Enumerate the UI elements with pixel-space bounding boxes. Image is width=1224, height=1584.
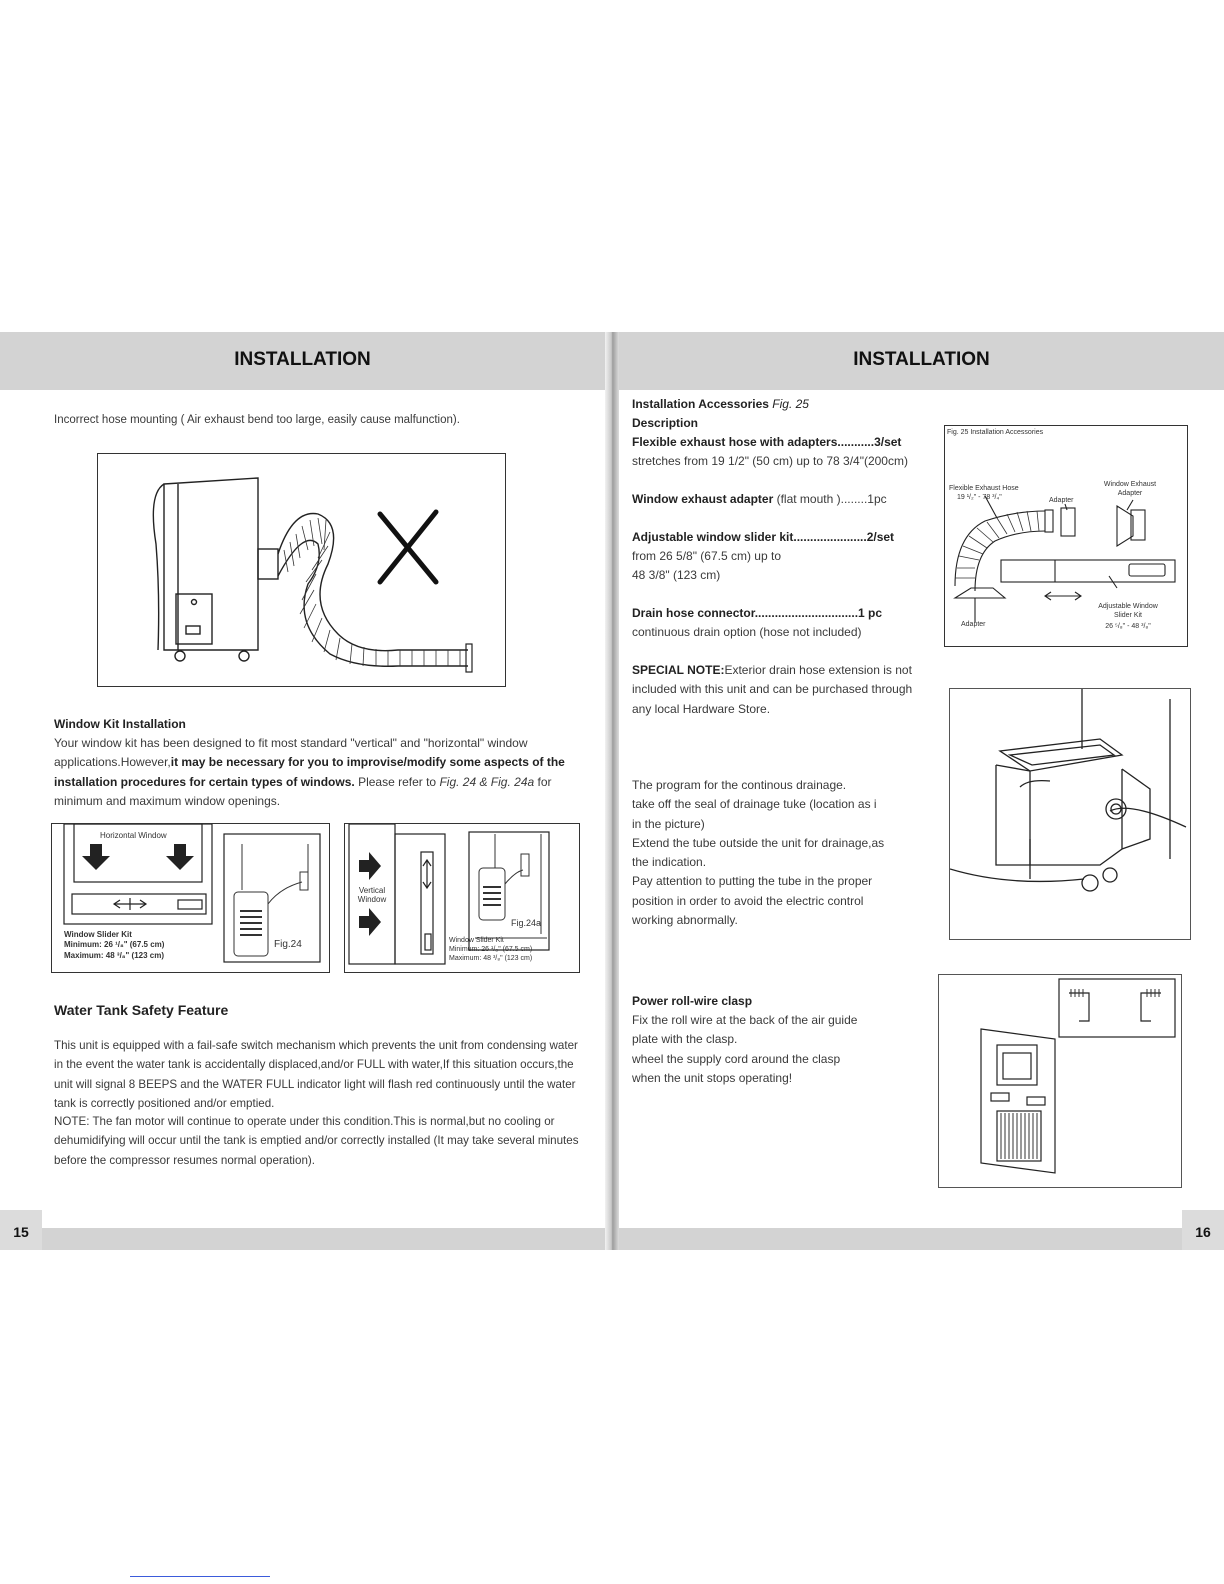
adapter-top-label: Adapter bbox=[1049, 497, 1074, 504]
left-page-number: 15 bbox=[0, 1210, 42, 1250]
window-kit-heading: Window Kit Installation bbox=[54, 717, 186, 731]
window-exhaust-adapter-label: Window Exhaust Adapter bbox=[1103, 481, 1157, 497]
item4-text: continuous drain option (hose not included) bbox=[632, 625, 862, 639]
slider-kit-label: Adjustable Window Slider Kit bbox=[1098, 603, 1158, 619]
item3-line2: 48 3/8" (123 cm) bbox=[632, 568, 721, 582]
power-clasp-title: Power roll-wire clasp bbox=[632, 994, 753, 1008]
hose-range: 19 ¹/₂" - 78 ³/₄" bbox=[957, 494, 1002, 501]
special-note: SPECIAL NOTE:Exterior drain hose extension is not included with this unit and can be purchased through any local Hardware Store. bbox=[632, 663, 913, 716]
fig24a-kit-title: Window Slider Kit bbox=[449, 937, 504, 944]
fig24a-label: Fig.24a bbox=[511, 918, 542, 928]
incorrect-hose-caption: Incorrect hose mounting ( Air exhaust bend too large, easily cause malfunction). bbox=[54, 414, 460, 426]
right-footer-bar bbox=[619, 1228, 1224, 1250]
right-header-bar bbox=[619, 332, 1224, 390]
item4-title: Drain hose connector...............................1 pc bbox=[632, 606, 883, 620]
water-tank-heading: Water Tank Safety Feature bbox=[54, 1002, 229, 1018]
fig24-max: Maximum: 48 ³/₈" (123 cm) bbox=[64, 951, 165, 960]
item1-title: Flexible exhaust hose with adapters...........3/set bbox=[632, 435, 902, 449]
window-kit-paragraph: Your window kit has been designed to fit most standard "vertical" and "horizontal" window applications.However,it may be necessary for you to improvise/modify some aspects of the installation procedures for certain types of windows. Please refer to Fig. 24 & Fig. 24a for minimum and maximum window openings. bbox=[54, 736, 565, 808]
item3-title: Adjustable window slider kit......................2/set bbox=[632, 530, 895, 544]
item2: Window exhaust adapter (flat mouth )........1pc bbox=[632, 492, 887, 506]
drain-figure bbox=[949, 688, 1191, 940]
fig25-accessories bbox=[944, 425, 1188, 647]
adapter-bottom-label: Adapter bbox=[961, 621, 986, 628]
fig24-label: Fig.24 bbox=[274, 939, 302, 950]
water-tank-note: NOTE: The fan motor will continue to operate under this condition.This is normal,but no cooling or dehumidifying will occur until the tank is emptied and/or correctly installed (It may take several minutes before the compressor resumes normal operation). bbox=[54, 1115, 579, 1167]
incorrect-hose-figure bbox=[97, 453, 506, 687]
description-heading: Description bbox=[632, 416, 699, 430]
horizontal-window-label: Horizontal Window bbox=[100, 831, 167, 840]
fig24a-min: Minimum: 26 ¹/₈" (67.5 cm) bbox=[449, 946, 533, 953]
left-header-bar bbox=[0, 332, 605, 390]
fig24-kit-title: Window Slider Kit bbox=[64, 930, 132, 939]
fig25-caption: Fig. 25 Installation Accessories bbox=[947, 429, 1044, 436]
left-page-title: INSTALLATION bbox=[234, 349, 371, 370]
fig24-min: Minimum: 26 ¹/₈" (67.5 cm) bbox=[64, 940, 165, 949]
fig24a-max: Maximum: 48 ³/₈" (123 cm) bbox=[449, 955, 533, 962]
book-spine bbox=[605, 332, 619, 1250]
clasp-figure bbox=[938, 974, 1182, 1188]
right-page-number: 16 bbox=[1182, 1210, 1224, 1250]
left-footer-bar bbox=[0, 1228, 605, 1250]
vertical-window-label: Vertical Window bbox=[357, 886, 387, 904]
item3-line1: from 26 5/8" (67.5 cm) up to bbox=[632, 549, 781, 563]
slider-kit-range: 26 ⁵/₈" - 48 ³/₈" bbox=[1105, 623, 1151, 630]
water-tank-paragraph: This unit is equipped with a fail-safe switch mechanism which prevents the unit from condensing water in the event the water tank is accidentally displaced,and/or FULL with water,If this situation occurs,the unit will signal 8 BEEPS and the WATER FULL indicator light will flash red continuously until the water tank is correctly positioned and/or emptied. bbox=[54, 1039, 578, 1110]
item1-text: stretches from 19 1/2" (50 cm) up to 78 3/4"(200cm) bbox=[632, 454, 908, 468]
hose-label: Flexible Exhaust Hose bbox=[949, 485, 1019, 492]
bottom-blue-line bbox=[130, 1576, 270, 1577]
drain-instructions: The program for the continous drainage. take off the seal of drainage tuke (location as i in the picture) Extend the tube outside the unit for drainage,as the indication. Pay attention to putting the tube in the proper position in order to avoid the electric control working abnormally. bbox=[632, 778, 885, 928]
fig24-horizontal-window bbox=[51, 823, 330, 973]
right-page-title: INSTALLATION bbox=[853, 349, 990, 370]
power-clasp-instructions: Fix the roll wire at the back of the air guide plate with the clasp. wheel the supply cord around the clasp when the unit stops operating! bbox=[632, 1013, 858, 1085]
fig24a-vertical-window bbox=[344, 823, 580, 973]
incorrect-x-mark bbox=[380, 512, 436, 582]
accessories-title: Installation Accessories Fig. 25 bbox=[632, 397, 809, 411]
